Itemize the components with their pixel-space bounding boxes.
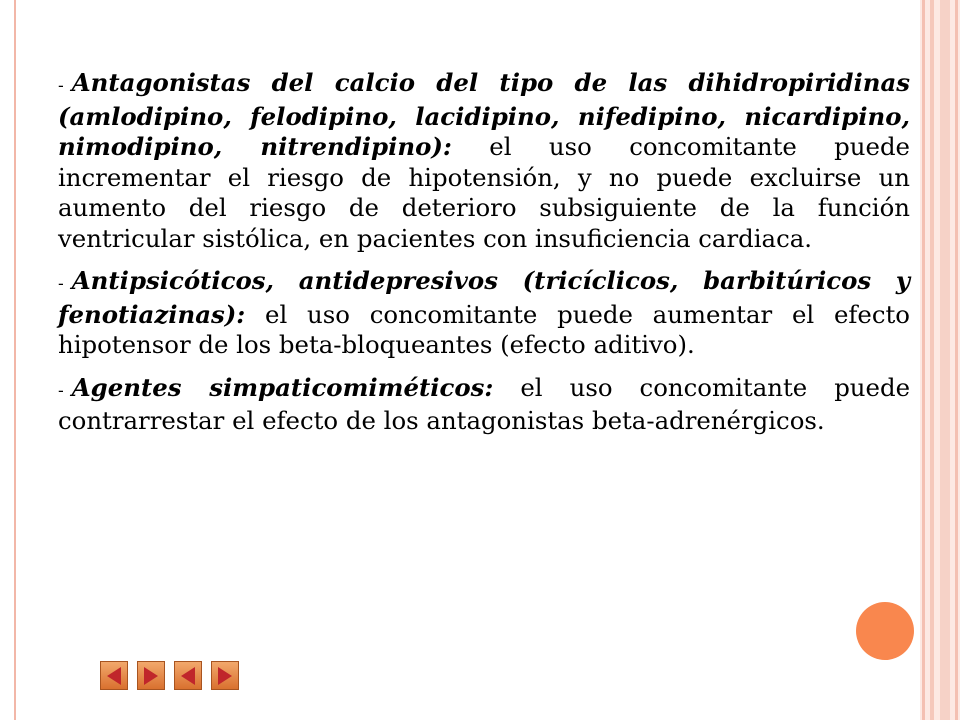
last-slide-button[interactable] [211, 661, 239, 690]
decorative-stripe [940, 0, 950, 720]
last-slide-icon [216, 666, 234, 686]
slide-navigation [100, 661, 239, 690]
paragraph-antipsychotics [58, 266, 910, 361]
first-slide-icon [105, 666, 123, 686]
next-slide-icon [142, 666, 160, 686]
bullet-dash: - [58, 274, 64, 294]
previous-slide-icon [179, 666, 197, 686]
paragraph-text: el uso concomitante puede incrementar el riesgo de hipotensión, y no puede excluirse un aumento del riesgo de deterioro subsiguiente de la función ventricular sistólica, en pacientes con insuficiencia cardiaca. [58, 132, 910, 253]
decorative-stripe [930, 0, 934, 720]
decorative-stripe [955, 0, 958, 720]
decorative-stripe [922, 0, 925, 720]
bullet-dash: - [58, 380, 64, 401]
bullet-dash: - [58, 76, 64, 96]
first-slide-button[interactable] [100, 661, 128, 690]
drug-class-term: Agentes simpaticomiméticos: [71, 372, 494, 402]
accent-circle [856, 602, 914, 660]
next-slide-button[interactable] [137, 661, 165, 690]
slide-body [58, 68, 910, 449]
paragraph-sympathomimetics [58, 373, 910, 437]
paragraph-calcium-antagonists [58, 68, 910, 254]
drug-class-term: Antagonistas del calcio del tipo de las dihidropiridinas (amlodipino, felodipino, lacidipino, nifedipino, nicardipino, nimodipino, nitrendipino): [58, 68, 910, 161]
drug-class-term: Antipsicóticos, antidepresivos (tricíclicos, barbitúricos y fenotiazinas): [58, 266, 910, 329]
left-frame-line [14, 0, 16, 720]
paragraph-text: el uso concomitante puede contrarrestar el efecto de los antagonistas beta-adrenérgicos. [58, 372, 910, 435]
paragraph-text: el uso concomitante puede aumentar el efecto hipotensor de los beta-bloqueantes (efecto aditivo). [58, 299, 910, 359]
previous-slide-button[interactable] [174, 661, 202, 690]
